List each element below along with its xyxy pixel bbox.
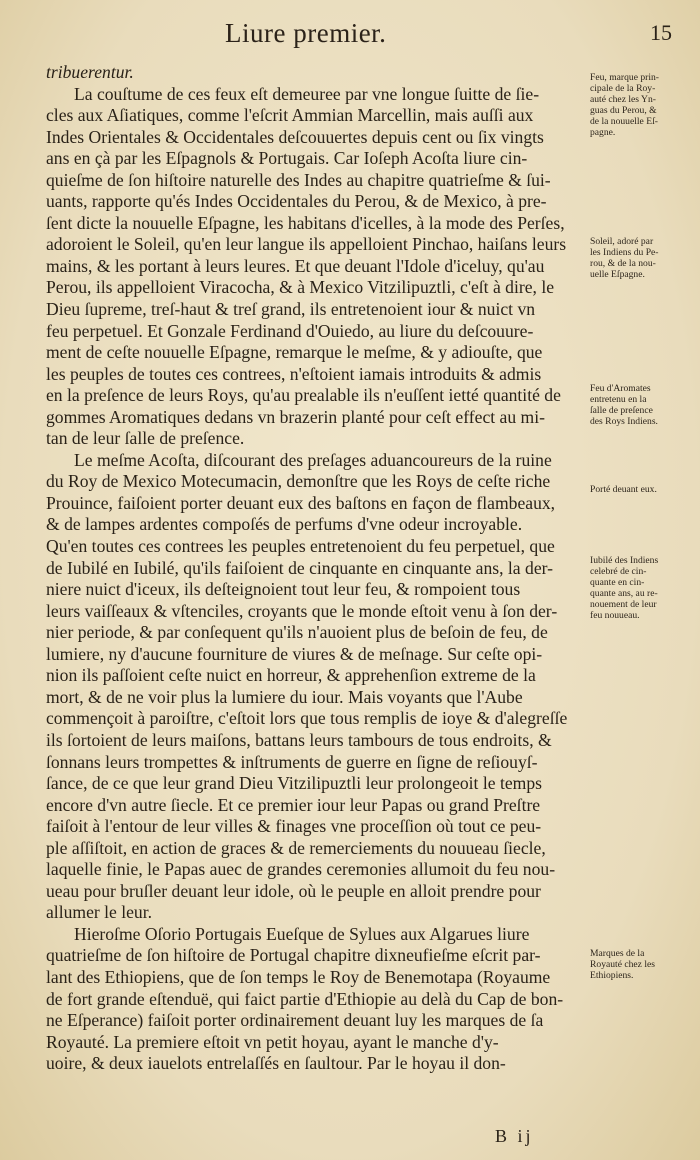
text-line: Perou, ils appelloient Viracocha, & à Mexico Vitzilipuztli, c'eſt à dire, le [46, 277, 555, 298]
text-line: ils ſortoient de leurs maiſons, battans leurs tambours de tous endroits, & [46, 729, 552, 750]
text-line: cles aux Aſiatiques, comme l'eſcrit Ammian Marcellin, mais auſſi aux [46, 105, 534, 126]
text-line: quatrieſme de ſon hiſtoire de Portugal chapitre dixneufieſme eſcrit par- [46, 945, 541, 966]
text-line: ſonnans leurs trompettes & inſtruments de guerre en ſigne de reſiouyſ- [46, 751, 538, 772]
margin-note-line: entretenu en la [590, 394, 647, 405]
text-line: Prouince, faiſoient porter deuant eux des baſtons en façon de flambeaux, [46, 492, 556, 513]
margin-note-line: Marques de la [590, 948, 645, 959]
page-header [0, 18, 700, 58]
text-line: quieſme de ſon hiſtoire naturelle des Indes au chapitre quatrieſme & ſui- [46, 169, 551, 190]
text-line: ſance, de ce que leur grand Dieu Vitzilipuztli leur prolongeoit le temps [46, 773, 542, 794]
margin-note-line: Porté deuant eux. [590, 484, 657, 495]
text-line: les peuples de toutes ces contrees, n'eſtoient iamais introduits & admis [46, 363, 542, 384]
text-line: nier periode, & par conſequent qu'ils n'auoient plus de beſoin de feu, de [46, 622, 548, 643]
margin-note-line: quante ans, au re- [590, 588, 658, 599]
margin-note-line: rou, & de la nou- [590, 258, 656, 269]
margin-note-line: Ethiopiens. [590, 970, 634, 981]
margin-note-line: quante en cin- [590, 577, 645, 588]
text-line: La couſtume de ces feux eſt demeuree par vne longue ſuitte de ſie- [74, 83, 540, 104]
page-number: 15 [650, 20, 672, 45]
text-line: ueau pour bruſler deuant leur idole, où le peuple en alloit prendre pour [46, 880, 541, 901]
text-line: commençoit à paroiſtre, c'eſtoit lors que tous remplis de ioye & d'alegreſſe [46, 708, 568, 729]
margin-note-line: feu nouueau. [590, 610, 640, 621]
text-line: ſent dicte la nouuelle Eſpagne, les habitans d'icelles, à la mode des Perſes, [46, 212, 565, 233]
text-line: Hieroſme Oſorio Portugais Eueſque de Sylues aux Algarues liure [74, 923, 530, 944]
margin-note [590, 236, 690, 280]
text-line: gommes Aromatiques dedans vn brazerin planté pour ceſt effect au mi- [46, 406, 545, 427]
margin-note-line: Soleil, adoré par [590, 236, 654, 247]
text-line: nion ils paſſoient ceſte nuict en horreur, & apprehenſion extreme de la [46, 665, 536, 686]
margin-note [590, 555, 690, 621]
margin-note [590, 948, 690, 981]
margin-note-line: des Roys Indiens. [590, 416, 658, 427]
text-line: tribuerentur. [46, 62, 134, 82]
text-line: Le meſme Acoſta, diſcourant des preſages aduancoureurs de la ruine [74, 449, 552, 470]
text-line: leurs vaiſſeaux & vſtenciles, croyants que le monde eſtoit venu à ſon der- [46, 600, 558, 621]
text-line: Royauté. La premiere eſtoit vn petit hoyau, ayant le manche d'y- [46, 1031, 499, 1052]
margin-note-line: Iubilé des Indiens [590, 555, 659, 566]
margin-note-line: guas du Perou, & [590, 105, 657, 116]
text-line: ne Eſperance) faiſoit porter ordinairement deuant luy les marques de ſa [46, 1010, 544, 1031]
margin-note-line: nouement de leur [590, 599, 657, 610]
margin-note-line: auté chez les Yn- [590, 94, 656, 105]
text-line: ans en çà par les Eſpagnols & Portugais. Car Ioſeph Acoſta liure cin- [46, 148, 528, 169]
margin-note-line: cipale de la Roy- [590, 83, 656, 94]
margin-note [590, 484, 690, 495]
text-line: Dieu ſupreme, treſ-haut & treſ grand, ils entretenoient iour & nuict vn [46, 299, 536, 320]
text-line: uoire, & deux iauelots entrelaſſés en ſaultour. Par le hoyau il don- [46, 1053, 506, 1074]
text-line: feu perpetuel. Et Gonzale Ferdinand d'Ouiedo, au liure du deſcouure- [46, 320, 534, 341]
margin-note-line: les Indiens du Pe- [590, 247, 659, 258]
text-line: ple aſſiſtoit, en action de graces & de remerciements du nouueau ſiecle, [46, 837, 546, 858]
text-line: adoroient le Soleil, qu'en leur langue ils appelloient Pinchao, haiſans leurs [46, 234, 567, 255]
text-line: uants, rapporte qu'és Indes Occidentales du Perou, & de Mexico, à pre- [46, 191, 547, 212]
signature-mark: B ij [495, 1126, 534, 1146]
text-line: Indes Orientales & Occidentales deſcouuertes depuis cent ou ſix vingts [46, 126, 544, 147]
margin-note-line: pagne. [590, 127, 616, 138]
text-line: en la preſence de leurs Roys, qu'au prealable ils n'euſſent ietté quantité de [46, 385, 561, 406]
text-line: lant des Ethiopiens, que de ſon temps le Roy de Benemotapa (Royaume [46, 966, 551, 987]
text-line: mort, & de ne voir plus la lumiere du iour. Mais voyants que l'Aube [46, 686, 523, 707]
margin-note-line: celebré de cin- [590, 566, 647, 577]
margin-note [590, 383, 690, 427]
text-line: de Iubilé en Iubilé, qu'ils faiſoient de cinquante en cinquante ans, la der- [46, 557, 553, 578]
text-line: encore d'vn autre ſiecle. Et ce premier iour leur Papas ou grand Preſtre [46, 794, 541, 815]
text-line: allumer le leur. [46, 902, 153, 923]
text-line: niere nuict d'iceux, ils deſteignoient tout leur feu, & rompoient tous [46, 579, 521, 600]
text-line: lumiere, ny d'aucune fourniture de viures & de meſnage. Sur ceſte opi- [46, 643, 543, 664]
margin-note-line: Feu d'Aromates [590, 383, 651, 394]
text-line: tan de leur ſalle de preſence. [46, 428, 245, 449]
margin-note [590, 72, 690, 138]
text-line: mains, & les portant à leurs leures. Et que deuant l'Idole d'iceluy, qu'au [46, 255, 545, 276]
main-text [46, 62, 584, 1075]
text-line: du Roy de Mexico Motecumacin, demonſtre que les Roys de ceſte riche [46, 471, 551, 492]
text-line: ment de ceſte nouuelle Eſpagne, remarque le meſme, & y adiouſte, que [46, 342, 543, 363]
text-line: de fort grande eſtenduë, qui faict partie d'Ethiopie au delà du Cap de bon- [46, 988, 564, 1009]
text-line: & de lampes ardentes compoſés de perfums d'vne odeur incroyable. [46, 514, 523, 535]
margin-note-line: ſalle de preſence [590, 405, 653, 416]
margin-note-line: de la nouuelle Eſ- [590, 116, 658, 127]
running-title: Liure premier. [225, 18, 387, 48]
margin-note-line: Feu, marque prin- [590, 72, 660, 83]
text-line: laquelle finie, le Papas auec de grandes ceremonies allumoit du feu nou- [46, 859, 556, 880]
margin-note-line: Royauté chez les [590, 959, 655, 970]
text-line: Qu'en toutes ces contrees les peuples entretenoient du feu perpetuel, que [46, 536, 555, 557]
text-line: faiſoit à l'entour de leur villes & finages vne proceſſion où tout ce peu- [46, 816, 542, 837]
margin-note-line: uelle Eſpagne. [590, 269, 645, 280]
